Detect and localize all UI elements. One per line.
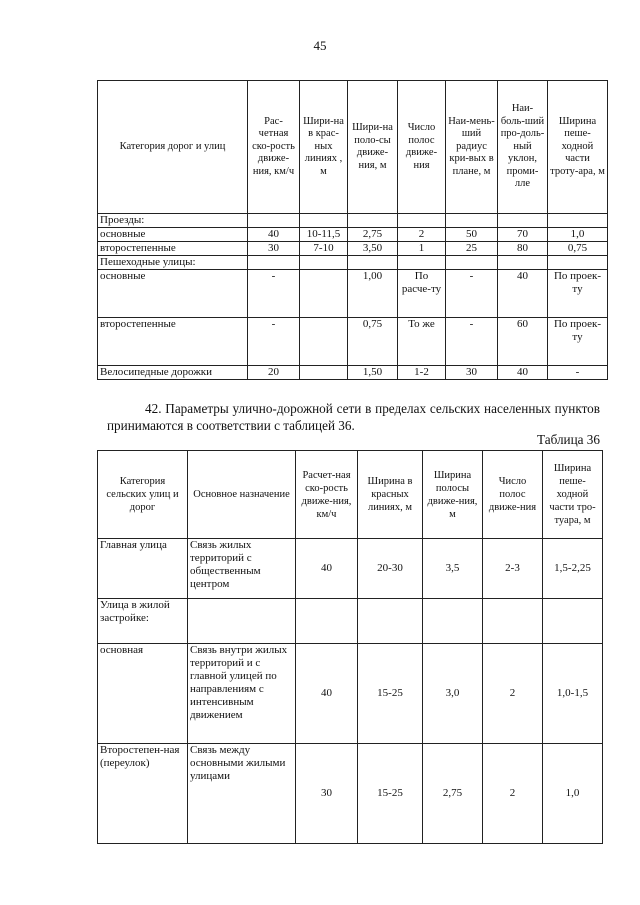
row-label: Главная улица xyxy=(98,539,188,599)
section-label: Улица в жилой застройке: xyxy=(98,599,188,644)
table-cell: Связь внутри жилых территорий и с главной улицей по направлениям с интенсивным движением xyxy=(188,644,296,744)
table-cell: - xyxy=(446,318,498,366)
table-cell: 30 xyxy=(248,242,300,256)
row-label: Второстепен-ная (переулок) xyxy=(98,744,188,844)
table-cell: 2 xyxy=(398,228,446,242)
table-cell: 40 xyxy=(296,539,358,599)
table-row xyxy=(98,644,603,744)
table-row xyxy=(98,366,608,380)
table-cell: 1,0 xyxy=(543,744,603,844)
header-cell: Число полос движе-ния xyxy=(398,81,446,214)
table-header-row xyxy=(98,81,608,214)
table-cell xyxy=(300,270,348,318)
table-road-categories xyxy=(97,80,608,380)
header-cell: Ширина пеше-ходной части троту-ара, м xyxy=(548,81,608,214)
table-row xyxy=(98,256,608,270)
table-cell: 1,0 xyxy=(548,228,608,242)
header-cell: Шири-на поло-сы движе-ния, м xyxy=(348,81,398,214)
table-cell: 2 xyxy=(483,644,543,744)
header-cell: Ширина полосы движе-ния, м xyxy=(423,451,483,539)
table-cell: 60 xyxy=(498,318,548,366)
table-row xyxy=(98,270,608,318)
table-cell: - xyxy=(248,270,300,318)
row-label: Велосипедные дорожки xyxy=(98,366,248,380)
table-cell: 15-25 xyxy=(358,644,423,744)
table-row xyxy=(98,539,603,599)
table-cell: 40 xyxy=(248,228,300,242)
header-cell: Рас-четная ско-рость движе-ния, км/ч xyxy=(248,81,300,214)
table-cell: 2,75 xyxy=(348,228,398,242)
table-cell: 25 xyxy=(446,242,498,256)
table-cell: По проек-ту xyxy=(548,318,608,366)
table-cell: 3,0 xyxy=(423,644,483,744)
table-rural-streets xyxy=(97,450,603,844)
table-header-row xyxy=(98,451,603,539)
table-cell: 80 xyxy=(498,242,548,256)
table-cell: 20 xyxy=(248,366,300,380)
table-cell: 1,00 xyxy=(348,270,398,318)
table-cell: 30 xyxy=(446,366,498,380)
header-cell: Основное назначение xyxy=(188,451,296,539)
table-cell: 0,75 xyxy=(348,318,398,366)
table-cell: По проек-ту xyxy=(548,270,608,318)
table-cell: 40 xyxy=(296,644,358,744)
table-cell: - xyxy=(446,270,498,318)
table-cell: 40 xyxy=(498,270,548,318)
table-cell: 1,0-1,5 xyxy=(543,644,603,744)
table-cell: 70 xyxy=(498,228,548,242)
table-cell: 1,5-2,25 xyxy=(543,539,603,599)
table-row xyxy=(98,599,603,644)
row-label: основная xyxy=(98,644,188,744)
header-cell: Категория дорог и улиц xyxy=(98,81,248,214)
table-cell: 3,5 xyxy=(423,539,483,599)
table-cell: 1-2 xyxy=(398,366,446,380)
table-row xyxy=(98,242,608,256)
table-cell: 15-25 xyxy=(358,744,423,844)
table-cell: 40 xyxy=(498,366,548,380)
table-cell: 20-30 xyxy=(358,539,423,599)
paragraph-42: 42. Параметры улично-дорожной сети в пределах сельских населенных пунктов принимаются в соответствии с таблицей 36. xyxy=(107,401,600,433)
header-cell: Наи-мень-ший радиус кри-вых в плане, м xyxy=(446,81,498,214)
header-cell: Число полос движе-ния xyxy=(483,451,543,539)
header-cell: Расчет-ная ско-рость движе-ния, км/ч xyxy=(296,451,358,539)
table-cell: 0,75 xyxy=(548,242,608,256)
row-label: основные xyxy=(98,228,248,242)
table-cell: По расче-ту xyxy=(398,270,446,318)
table-cell: 10-11,5 xyxy=(300,228,348,242)
table-row xyxy=(98,318,608,366)
table-cell: 7-10 xyxy=(300,242,348,256)
table-cell: 30 xyxy=(296,744,358,844)
table-cell: Связь между основными жилыми улицами xyxy=(188,744,296,844)
table-caption: Таблица 36 xyxy=(537,432,600,447)
table-cell: Связь жилых территорий с общественным центром xyxy=(188,539,296,599)
table-cell: - xyxy=(248,318,300,366)
row-label: второстепенные xyxy=(98,318,248,366)
header-cell: Ширина пеше-ходной части тро-туара, м xyxy=(543,451,603,539)
table-row xyxy=(98,228,608,242)
header-cell: Ширина в красных линиях, м xyxy=(358,451,423,539)
table-cell: 1,50 xyxy=(348,366,398,380)
section-label: Пешеходные улицы: xyxy=(98,256,248,270)
table-cell: 3,50 xyxy=(348,242,398,256)
table-cell: То же xyxy=(398,318,446,366)
row-label: основные xyxy=(98,270,248,318)
page-number: 45 xyxy=(313,38,327,53)
table-cell: 2 xyxy=(483,744,543,844)
table-cell: 2,75 xyxy=(423,744,483,844)
header-cell: Категория сельских улиц и дорог xyxy=(98,451,188,539)
table-cell: 2-3 xyxy=(483,539,543,599)
table-cell xyxy=(300,318,348,366)
header-cell: Шири-на в крас-ных линиях , м xyxy=(300,81,348,214)
table-cell: - xyxy=(548,366,608,380)
header-cell: Наи-боль-ший про-доль-ный уклон, проми-лле xyxy=(498,81,548,214)
table-cell: 50 xyxy=(446,228,498,242)
row-label: второстепенные xyxy=(98,242,248,256)
table-cell xyxy=(300,366,348,380)
table-cell: 1 xyxy=(398,242,446,256)
section-label: Проезды: xyxy=(98,214,248,228)
table-row xyxy=(98,214,608,228)
table-row xyxy=(98,744,603,844)
